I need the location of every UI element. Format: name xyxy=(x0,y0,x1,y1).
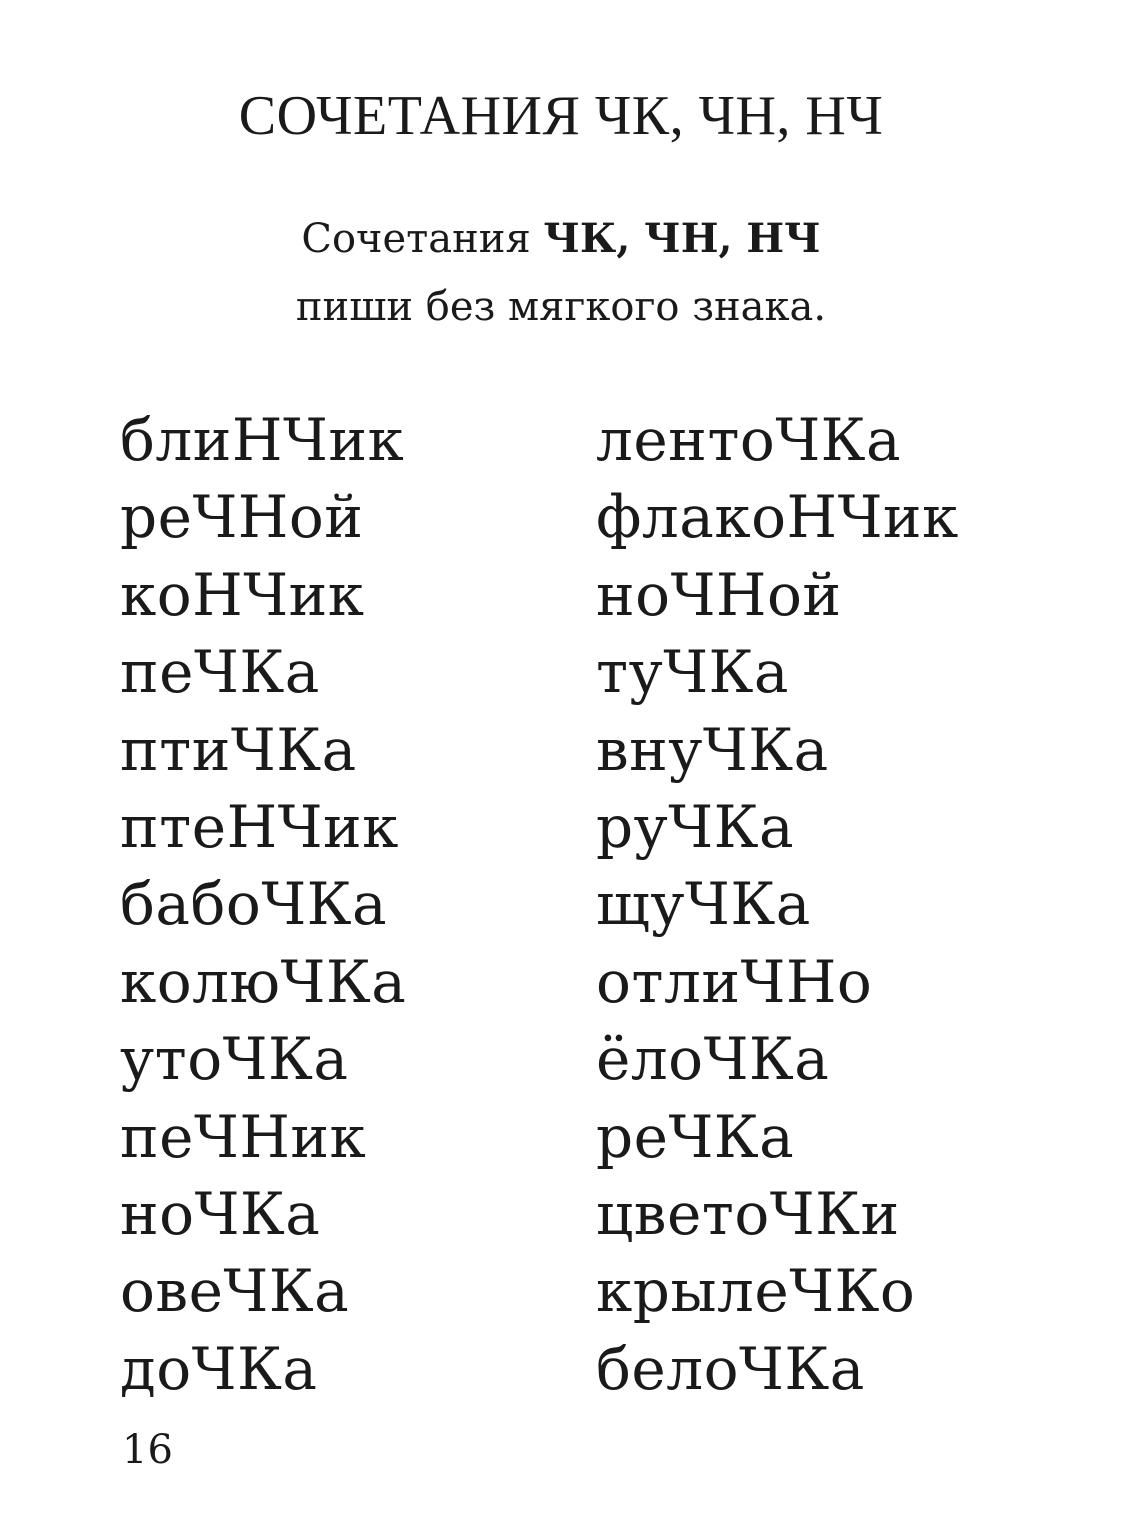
word-item: лентоЧКа xyxy=(596,406,902,474)
word-item: ноЧКа xyxy=(120,1179,321,1248)
page-number: 16 xyxy=(122,1427,173,1473)
word-item: птиЧКа xyxy=(120,715,357,784)
word-item: ноЧНой xyxy=(596,560,842,629)
word-item: птеНЧик xyxy=(120,792,399,861)
word-item: пеЧКа xyxy=(120,638,320,707)
word-item: блиНЧик xyxy=(120,406,405,474)
word-item: овеЧКа xyxy=(120,1257,350,1326)
word-item: туЧКа xyxy=(596,638,790,707)
rule-line-2: пиши без мягкого знака. xyxy=(295,284,827,330)
word-item: ёлоЧКа xyxy=(596,1025,830,1094)
word-item: белоЧКа xyxy=(596,1334,865,1403)
page-title: СОЧЕТАНИЯ ЧК, ЧН, НЧ xyxy=(238,85,884,147)
word-item: руЧКа xyxy=(596,792,795,861)
word-item: реЧНой xyxy=(120,483,364,552)
word-item: щуЧКа xyxy=(596,870,811,939)
word-item: внуЧКа xyxy=(596,715,829,784)
rule-prefix: Сочетания xyxy=(301,216,544,262)
word-list-left xyxy=(120,402,406,1408)
word-item: пеЧНик xyxy=(120,1102,367,1171)
word-item: флакоНЧик xyxy=(596,483,959,552)
word-item: цветоЧКи xyxy=(596,1179,900,1248)
word-item: утоЧКа xyxy=(120,1025,349,1094)
word-list-right xyxy=(596,402,959,1408)
word-item: реЧКа xyxy=(596,1102,795,1171)
word-item: доЧКа xyxy=(120,1334,318,1403)
rule-text xyxy=(0,205,1122,341)
word-item: отлиЧНо xyxy=(596,947,873,1016)
word-item: колюЧКа xyxy=(120,947,407,1016)
word-item: крылеЧКо xyxy=(596,1257,916,1326)
rule-letter-combinations: ЧК, ЧН, НЧ xyxy=(543,215,821,262)
word-item: коНЧик xyxy=(120,560,365,629)
word-item: бaбoЧКа xyxy=(120,870,388,939)
